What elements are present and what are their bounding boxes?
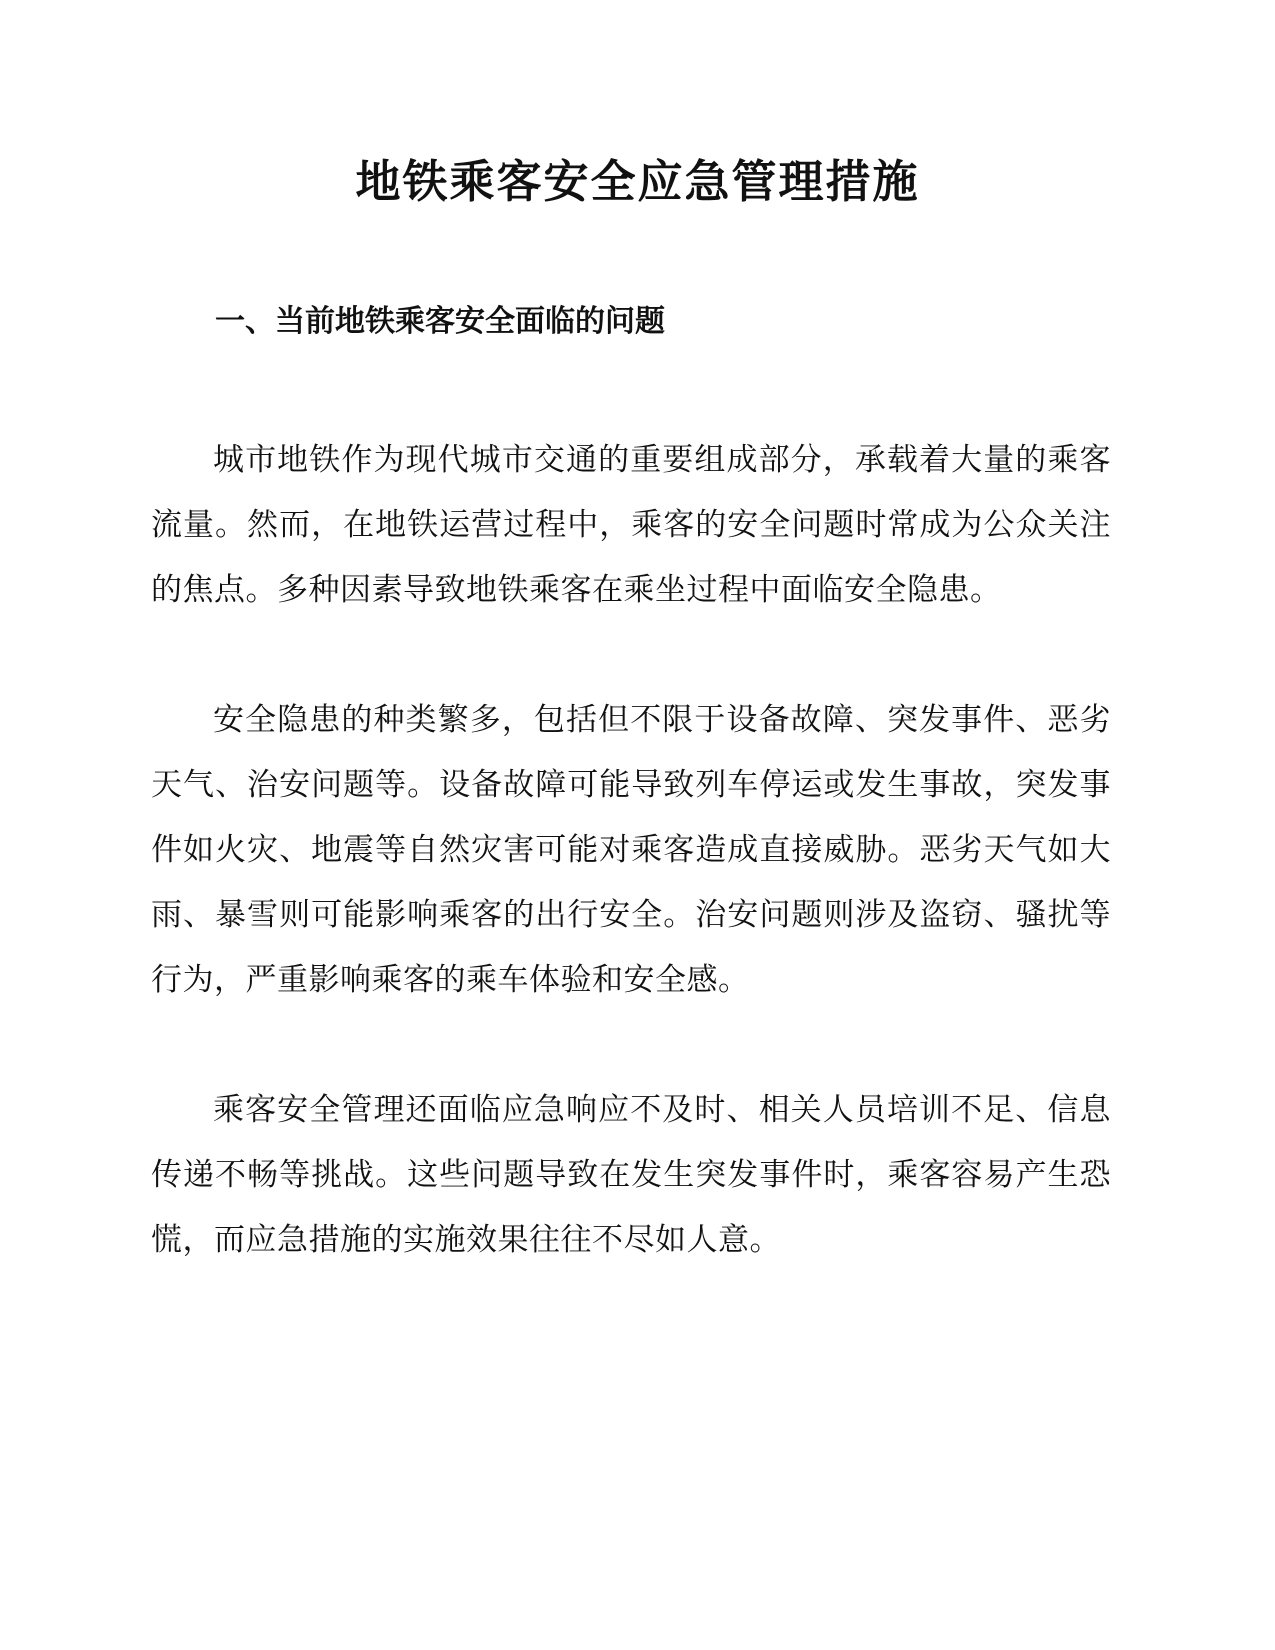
document-title: 地铁乘客安全应急管理措施 <box>355 155 920 208</box>
section-heading: 一、当前地铁乘客安全面临的问题 <box>215 304 665 339</box>
paragraph-1: 城市地铁作为现代城市交通的重要组成部分，承载着大量的乘客流量。然而，在地铁运营过程中，乘客的安全问题时常成为公众关注的焦点。多种因素导致地铁乘客在乘坐过程中面临安全隐患。 <box>151 442 1111 608</box>
paragraph-3: 乘客安全管理还面临应急响应不及时、相关人员培训不足、信息传递不畅等挑战。这些问题导致在发生突发事件时，乘客容易产生恐慌，而应急措施的实施效果往往不尽如人意。 <box>151 1092 1111 1258</box>
paragraph-2: 安全隐患的种类繁多，包括但不限于设备故障、突发事件、恶劣天气、治安问题等。设备故障可能导致列车停运或发生事故，突发事件如火灾、地震等自然灾害可能对乘客造成直接威胁。恶劣天气如大雨、暴雪则可能影响乘客的出行安全。治安问题则涉及盗窃、骚扰等行为，严重影响乘客的乘车体验和安全感。 <box>151 702 1111 998</box>
